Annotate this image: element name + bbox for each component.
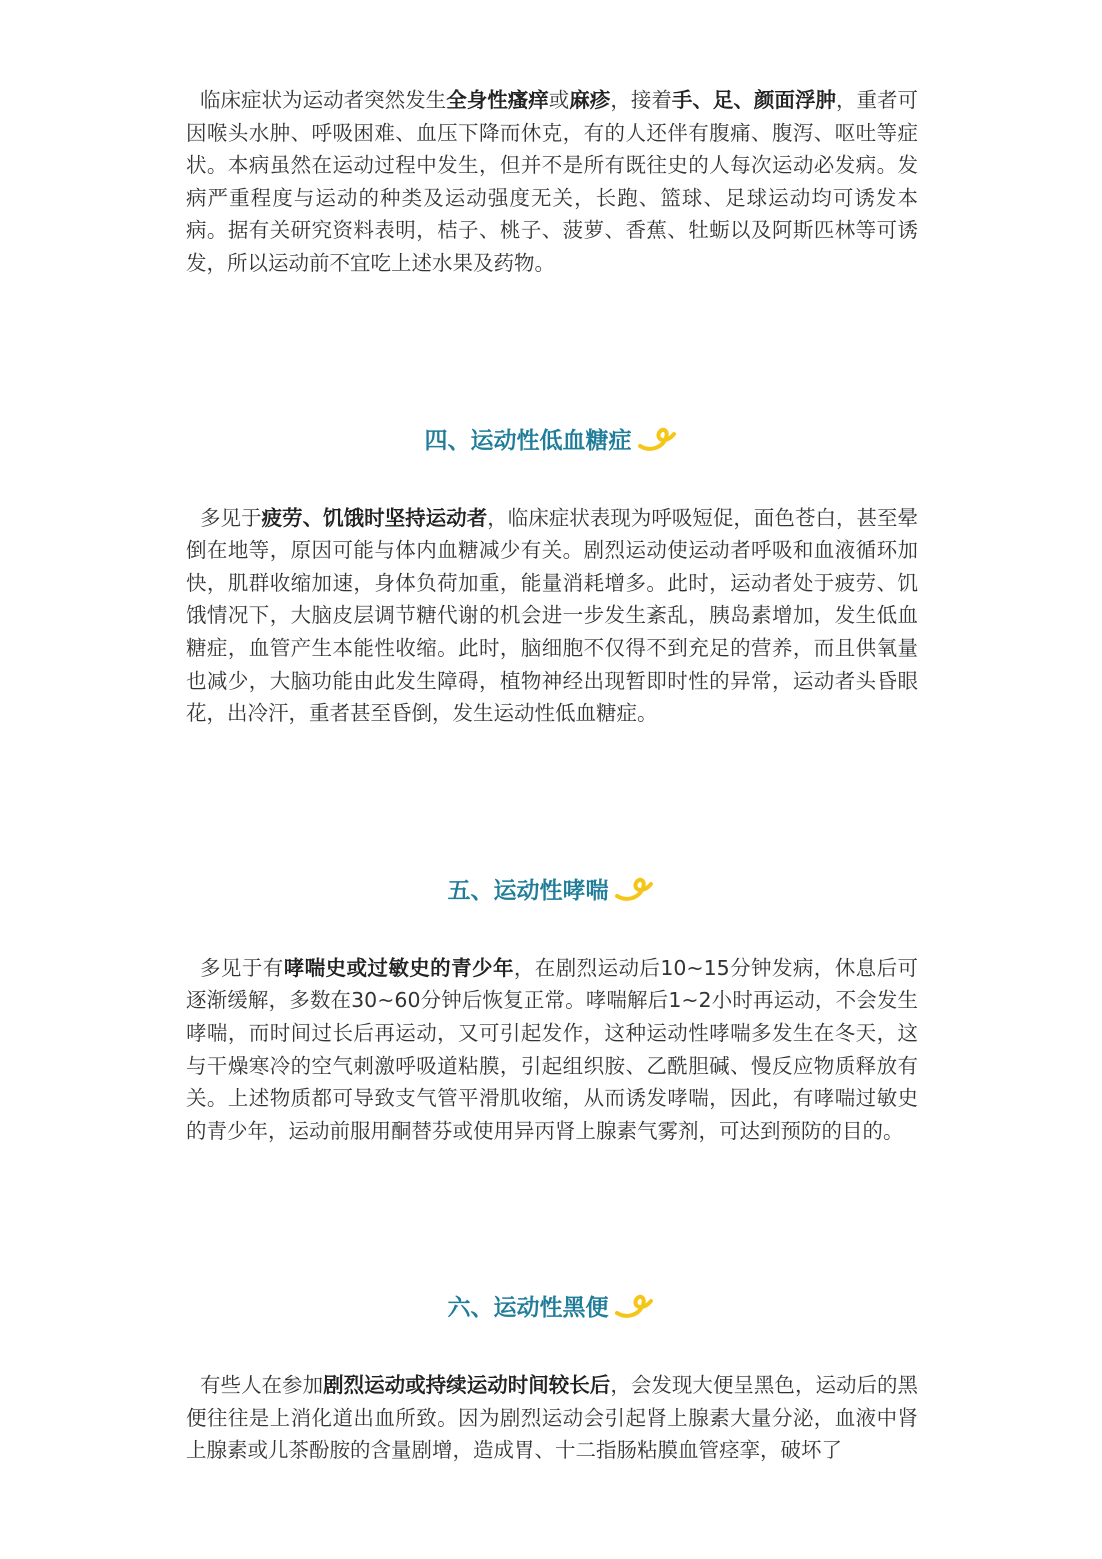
section-heading-asthma bbox=[186, 874, 918, 908]
emphasis-text: 剧烈运动或持续运动时间较长后 bbox=[323, 1373, 611, 1398]
text-run: 多见于有 bbox=[200, 955, 284, 980]
yellow-squiggle-icon bbox=[613, 1291, 657, 1321]
intro-paragraph bbox=[186, 84, 918, 280]
section-heading-black-stool bbox=[186, 1291, 918, 1325]
section-heading-hypoglycemia bbox=[186, 424, 918, 458]
yellow-squiggle-icon bbox=[613, 874, 657, 904]
asthma-paragraph bbox=[186, 952, 918, 1148]
yellow-squiggle-icon bbox=[636, 424, 680, 454]
text-run: 或 bbox=[548, 88, 570, 112]
text-run: ，接着 bbox=[610, 88, 672, 112]
heading-text: 五、运动性哮喘 bbox=[447, 877, 609, 904]
emphasis-text: 哮喘史或过敏史的青少年 bbox=[283, 955, 514, 980]
emphasis-text: 全身性瘙痒 bbox=[446, 88, 549, 112]
text-run: ，重者可因喉头水肿、呼吸困难、血压下降而休克，有的人还伴有腹痛、腹泻、呕吐等症状。本病虽然在运动过程中发生，但并不是所有既往史的人每次运动必发病。发病严重程度与运动的种类及运动强度无关，长跑、篮球、足球运动均可诱发本病。据有关研究资料表明，桔子、桃子、菠萝、香蕉、牡蛎以及阿斯匹林等可诱发，所以运动前不宜吃上述水果及药物。 bbox=[186, 88, 919, 275]
text-run: 有些人在参加 bbox=[200, 1373, 324, 1398]
emphasis-text: 疲劳、饥饿时坚持运动者 bbox=[261, 505, 488, 530]
text-run: 临床症状为运动者突然发生 bbox=[200, 88, 447, 112]
black-stool-paragraph bbox=[186, 1369, 918, 1467]
emphasis-text: 手、足、颜面浮肿 bbox=[671, 88, 836, 112]
text-run: ，在剧烈运动后10~15分钟发病，休息后可逐渐缓解，多数在30~60分钟后恢复正常。哮喘解后1~2小时再运动，不会发生哮喘，而时间过长后再运动，又可引起发作，这种运动性哮喘多发生在冬天，这与干燥寒冷的空气刺激呼吸道粘膜，引起组织胺、乙酰胆碱、慢反应物质释放有关。上述物质都可导致支气管平滑肌收缩，从而诱发哮喘，因此，有哮喘过敏史的青少年，运动前服用酮替芬或使用异丙肾上腺素气雾剂，可达到预防的目的。 bbox=[186, 955, 919, 1143]
text-run: ，临床症状表现为呼吸短促，面色苍白，甚至晕倒在地等，原因可能与体内血糖减少有关。剧烈运动使运动者呼吸和血液循环加快，肌群收缩加速，身体负荷加重，能量消耗增多。此时，运动者处于疲劳、饥饿情况下，大脑皮层调节糖代谢的机会进一步发生紊乱，胰岛素增加，发生低血糖症，血管产生本能性收缩。此时，脑细胞不仅得不到充足的营养，而且供氧量也减少，大脑功能由此发生障碍，植物神经出现暂即时性的异常，运动者头昏眼花，出冷汗，重者甚至昏倒，发生运动性低血糖症。 bbox=[186, 505, 919, 726]
hypoglycemia-paragraph bbox=[186, 502, 918, 730]
heading-text: 六、运动性黑便 bbox=[447, 1295, 609, 1322]
article-body bbox=[186, 84, 918, 1467]
text-run: ，会发现大便呈黑色，运动后的黑便往往是上消化道出血所致。因为剧烈运动会引起肾上腺素大量分泌，血液中肾上腺素或儿茶酚胺的含量剧增，造成胃、十二指肠粘膜血管痉挛，破坏了 bbox=[186, 1373, 919, 1463]
emphasis-text: 麻疹 bbox=[569, 88, 611, 112]
heading-text: 四、运动性低血糖症 bbox=[424, 427, 632, 454]
text-run: 多见于 bbox=[200, 505, 262, 530]
